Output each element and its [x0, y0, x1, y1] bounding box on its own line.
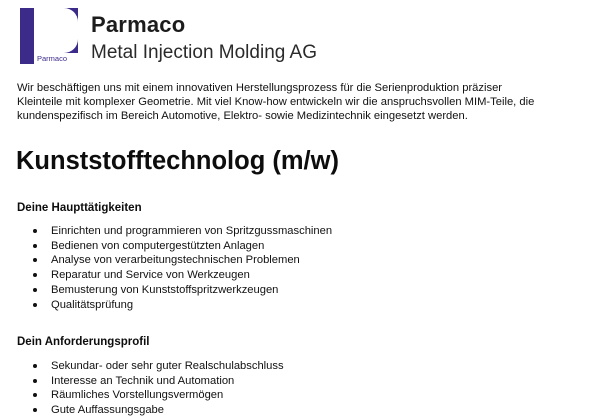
requirements-list: [33, 359, 284, 418]
list-item: Analyse von verarbeitungstechnischen Problemen: [33, 253, 332, 268]
list-item: Bedienen von computergestützten Anlagen: [33, 239, 332, 254]
intro-line: kundenspezifisch im Bereich Automotive, Elektro- sowie Medizintechnik eingesetzt werden.: [17, 110, 468, 122]
intro-paragraph: [17, 81, 592, 123]
list-item: Bemusterung von Kunststoffspritzwerkzeugen: [33, 283, 332, 298]
company-tagline: Metal Injection Molding AG: [91, 42, 318, 63]
list-item: Einrichten und programmieren von Spritzgussmaschinen: [33, 224, 332, 239]
parmaco-logo-graphic: [20, 8, 78, 64]
list-item: Reparatur und Service von Werkzeugen: [33, 268, 332, 283]
list-item: Interesse an Technik und Automation: [33, 374, 284, 389]
company-logo: [20, 8, 78, 64]
logo-wordmark: Parmaco: [37, 54, 68, 63]
company-name: Parmaco: [91, 12, 186, 37]
main-tasks-list: [33, 224, 332, 312]
intro-line: Kleinteile mit komplexer Geometrie. Mit viel Know-how entwickeln wir die anspruchsvollen MIM-Teile, die: [17, 96, 535, 108]
job-title: Kunststofftechnolog (m/w): [16, 147, 339, 175]
list-item: Sekundar- oder sehr guter Realschulabschluss: [33, 359, 284, 374]
list-item: Qualitätsprüfung: [33, 298, 332, 313]
list-item: Räumliches Vorstellungsvermögen: [33, 388, 284, 403]
intro-line: Wir beschäftigen uns mit einem innovativen Herstellungsprozess für die Serienproduktion präziser: [17, 82, 503, 94]
list-item: Gute Auffassungsgabe: [33, 403, 284, 418]
section-heading-requirements: Dein Anforderungsprofil: [17, 336, 150, 348]
section-heading-main-tasks: Deine Haupttätigkeiten: [17, 202, 142, 214]
